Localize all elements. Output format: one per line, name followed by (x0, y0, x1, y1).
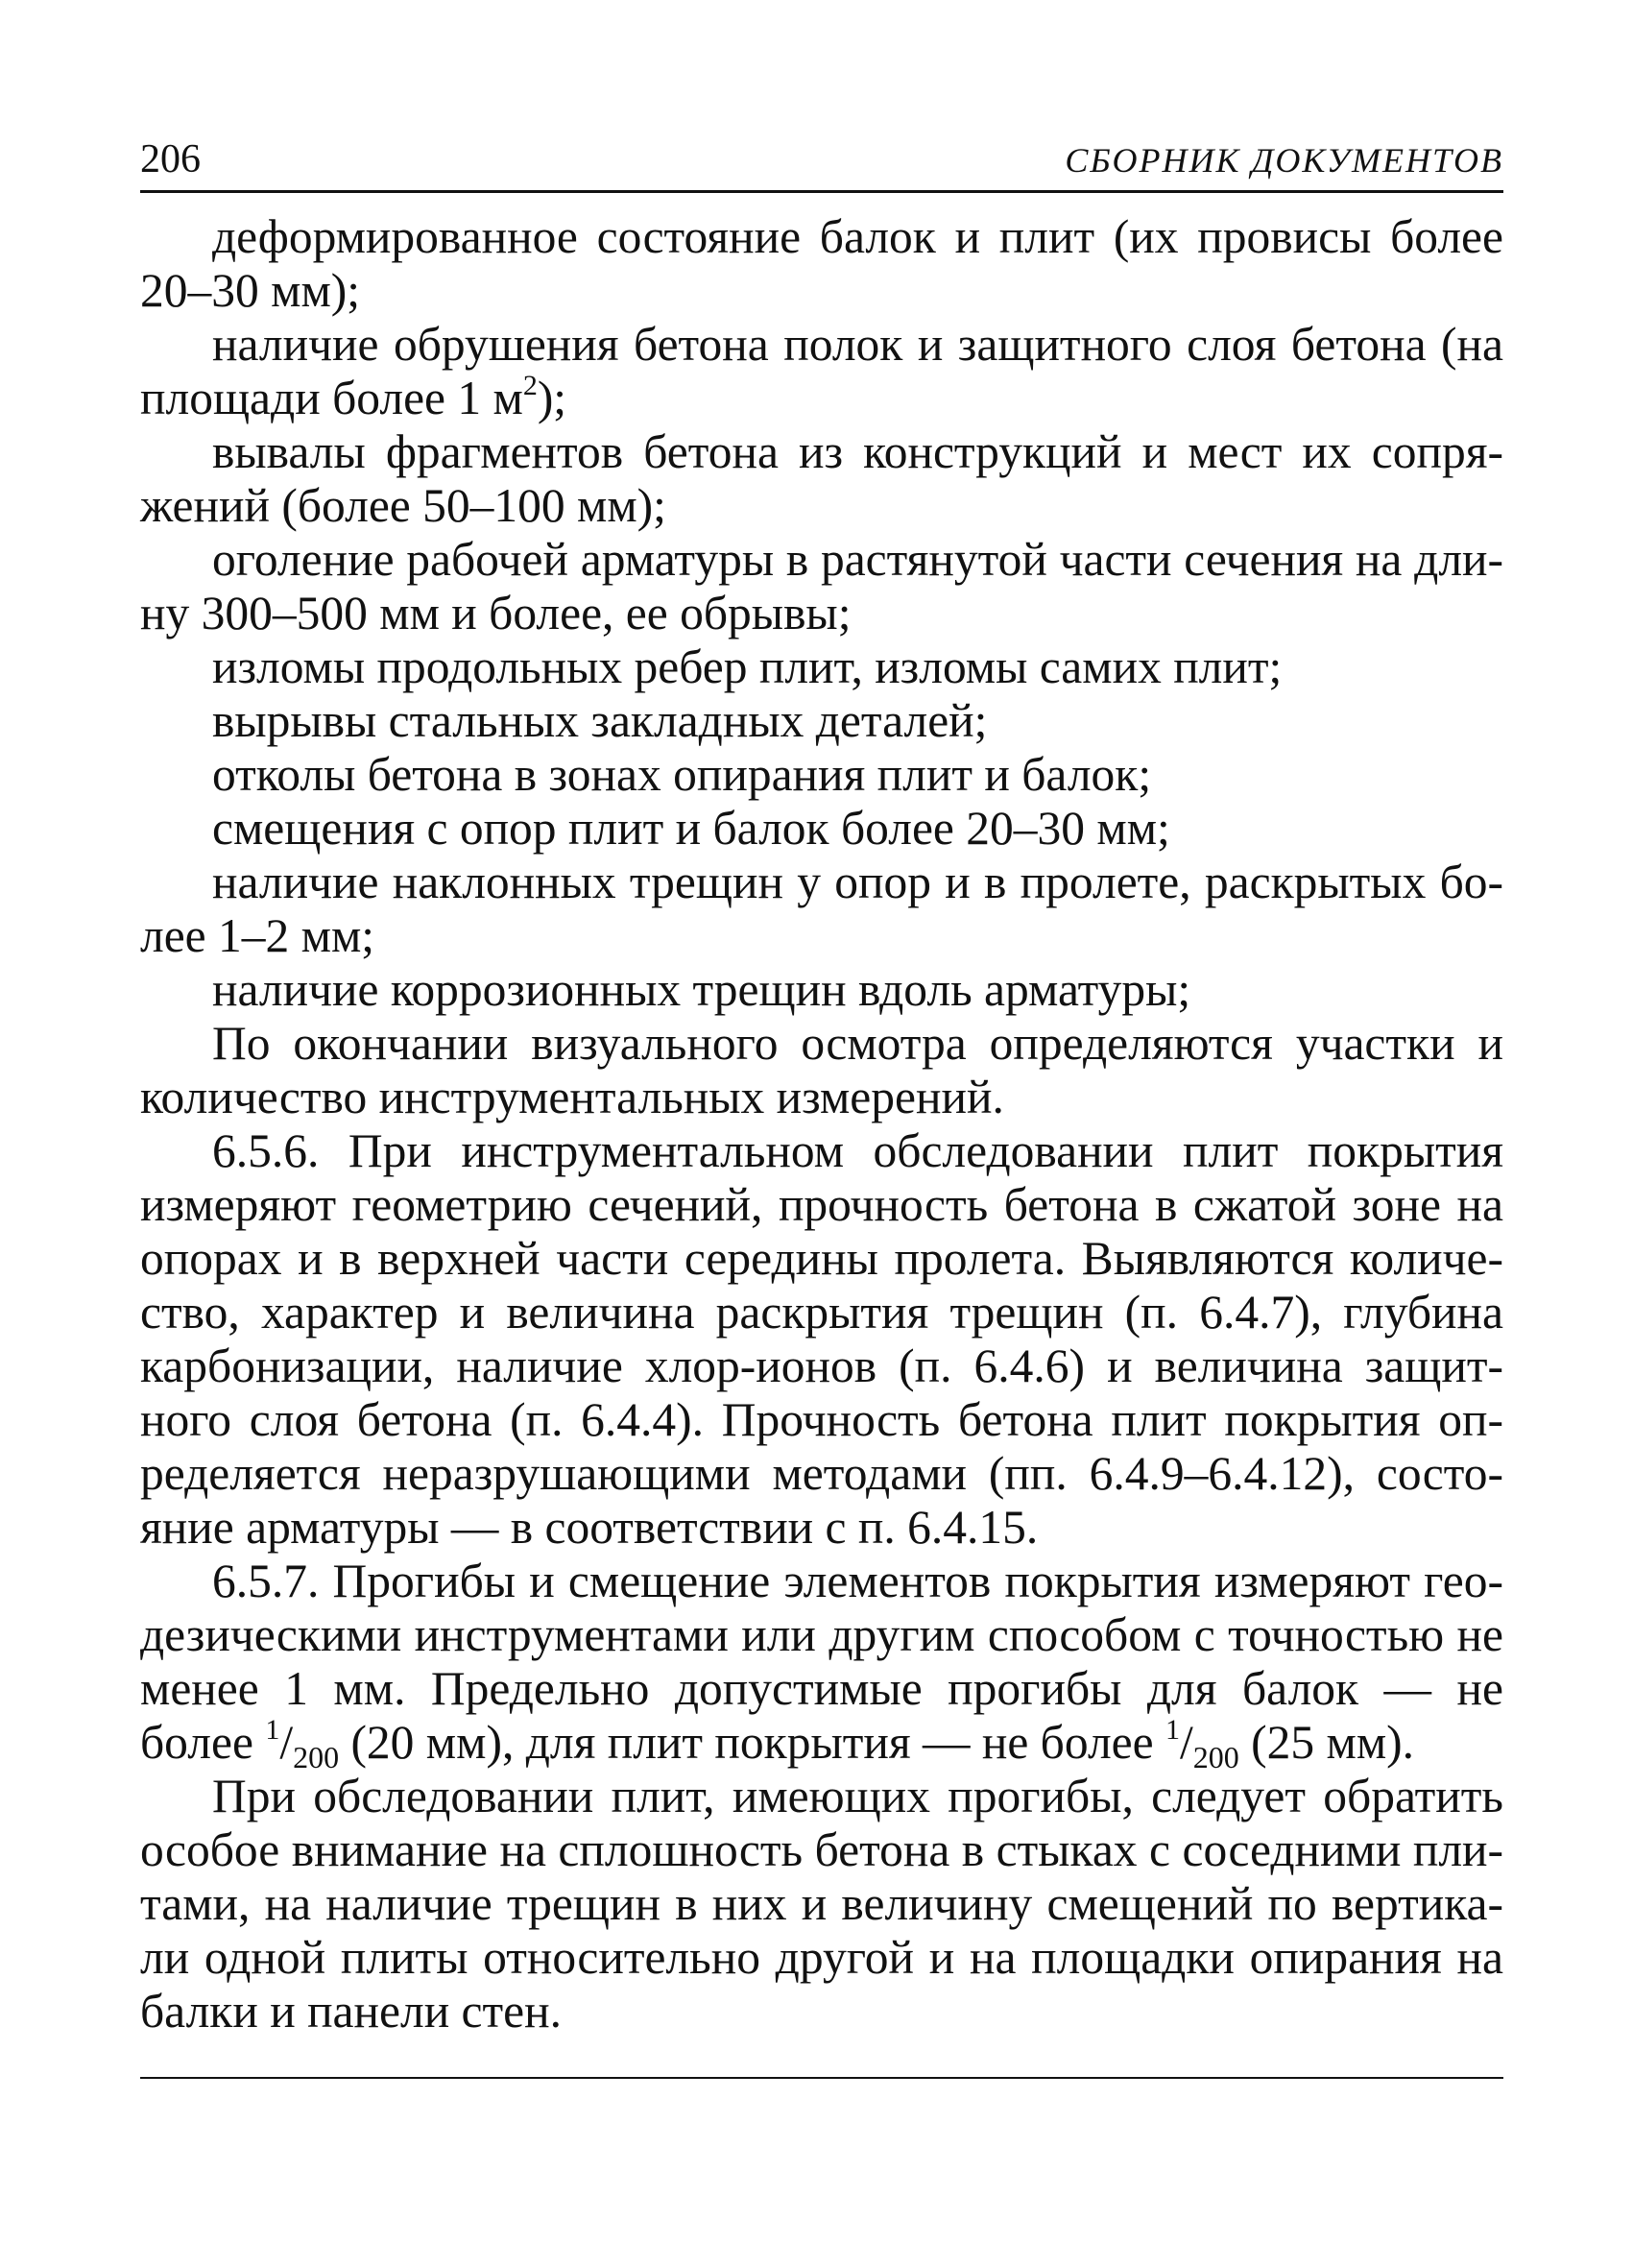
paragraph-rib-fractures: изломы продольных ребер плит, изломы самих плит; (212, 640, 1283, 693)
paragraph-text: (20 мм), для плит покрытия — не более (339, 1716, 1165, 1769)
paragraph-support-displacement: смещения с опор плит и балок более 20–30 мм; (212, 802, 1170, 855)
footer-rule (140, 2077, 1503, 2079)
paragraph-inclined-cracks: наличие наклонных трещин у опор и в пролете, раскрытых более 1–2 мм; (140, 856, 1503, 962)
running-title: СБОРНИК ДОКУМЕНТОВ (1065, 141, 1503, 180)
fraction-one-200: $^1/_{200}$ (1165, 1714, 1239, 1774)
paragraph-concrete-collapse (140, 318, 1503, 425)
fraction-denominator: 200 (293, 1740, 340, 1774)
paragraph-text: наличие обрушения бетона полок и защитного слоя бетона (на площади более 1 м (140, 318, 1503, 424)
superscript: 2 (522, 370, 538, 401)
paragraph-deformed-state: деформированное состояние балок и плит (их провисы более 20–30 мм); (140, 210, 1503, 317)
body-text (140, 210, 1503, 2039)
fraction-denominator: 200 (1192, 1740, 1239, 1774)
paragraph-corrosion-cracks: наличие коррозионных трещин вдоль арматуры; (212, 963, 1191, 1016)
paragraph-section-6-5-6: 6.5.6. При инструментальном обследовании плит покрытия измеряют геометрию сечений, прочность бетона в сжатой зоне на опорах и в верхней части середины пролета. Выявляются количество, характер и величина раскрытия трещин (п. 6.4.7), глубина карбонизации, наличие хлор-ионов (п. 6.4.6) и величина защитного слоя бетона (п. 6.4.4). Прочность бетона плит покрытия определяется неразрушающими методами (пп. 6.4.9–6.4.12), состояние арматуры — в соответствии с п. 6.4.15. (140, 1124, 1503, 1554)
paragraph-fragment-loss: вывалы фрагментов бетона из конструкций и мест их сопряжений (более 50–100 мм); (140, 425, 1503, 532)
paragraph-embedded-parts: вырывы стальных закладных деталей; (212, 694, 988, 747)
document-page (140, 134, 1503, 2039)
paragraph-deflected-slabs: При обследовании плит, имеющих прогибы, следует обратить особое внимание на сплошность бетона в стыках с соседними плитами, на наличие трещин в них и величину смещений по вертикали одной плиты относительно другой и на площадки опирания на балки и панели стен. (140, 1770, 1503, 2038)
paragraph-rebar-exposure: оголение рабочей арматуры в растянутой части сечения на длину 300–500 мм и более, ее обрывы; (140, 533, 1503, 639)
fraction-numerator: 1 (265, 1714, 280, 1746)
paragraph-text: ); (537, 372, 567, 424)
fraction-numerator: 1 (1165, 1714, 1180, 1746)
paragraph-section-6-5-7 (140, 1555, 1503, 1774)
fraction-one-200: $^1/_{200}$ (265, 1714, 340, 1774)
paragraph-support-spalling: отколы бетона в зонах опирания плит и балок; (212, 748, 1152, 801)
page-number: 206 (140, 137, 201, 181)
paragraph-visual-inspection-end: По окончании визуального осмотра определяются участки и количество инструментальных измерений. (140, 1017, 1503, 1123)
paragraph-text: (25 мм). (1238, 1716, 1415, 1769)
paragraph-text: 6.5.7. Прогибы и смещение элементов покрытия измеряют геодезическими инструментами или другим способом с точностью не менее 1 мм. Предельно допустимые прогибы для балок — не более (140, 1555, 1503, 1769)
page-header (140, 134, 1503, 193)
